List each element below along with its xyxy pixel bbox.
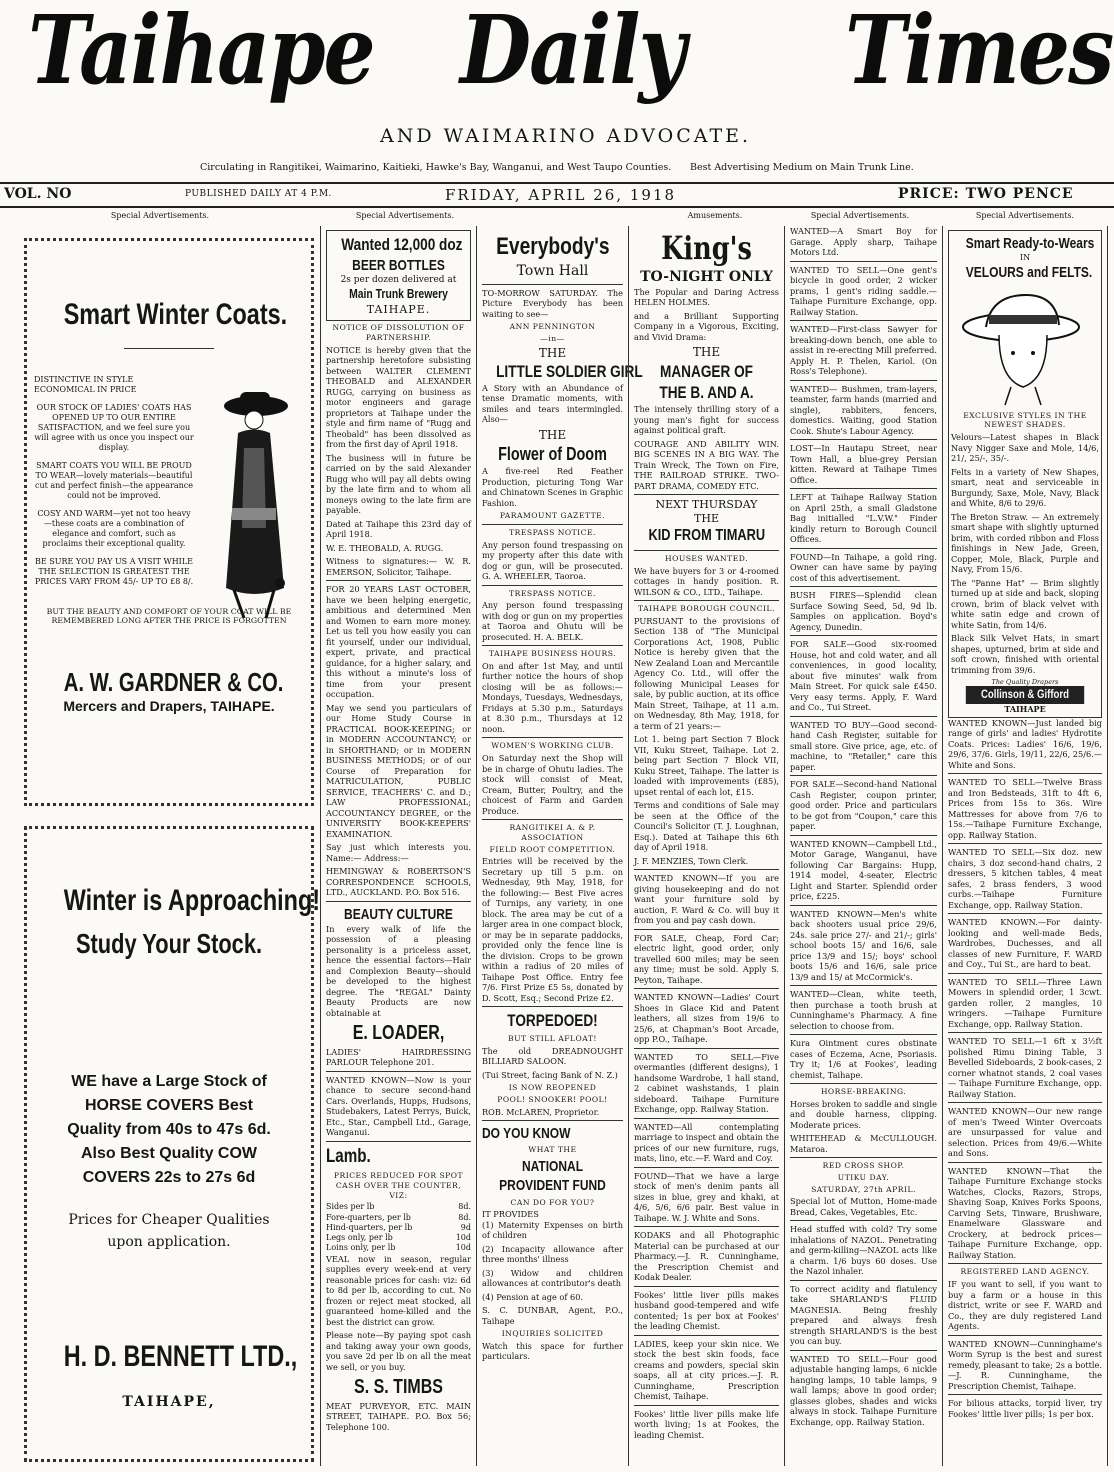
trespass-heading: TRESPASS NOTICE. bbox=[509, 588, 596, 598]
divider bbox=[482, 1120, 623, 1121]
divider bbox=[634, 600, 779, 601]
timbs-name: S. S. TIMBS bbox=[354, 1376, 443, 1399]
bennett-name: H. D. BENNETT LTD., bbox=[63, 1340, 298, 1373]
loader-name: E. LOADER, bbox=[352, 1022, 445, 1045]
borough-heading: TAIHAPE BOROUGH COUNCIL. bbox=[637, 604, 776, 614]
divider bbox=[634, 869, 779, 870]
gardner-ad bbox=[34, 248, 304, 798]
woman-in-coat-illustration bbox=[204, 378, 304, 628]
red-cross-para: Special lot of Mutton, Home-made Bread, Cakes, Vegetables, Etc. bbox=[790, 1196, 937, 1217]
mclaren: ROB. McLAREN, Proprietor. bbox=[482, 1106, 600, 1117]
classified-ad: Fookes' little liver pills make life worth living; 1s at Fookes, the leading Chemist. bbox=[634, 1408, 779, 1440]
beer-bottles: BEER BOTTLES bbox=[352, 256, 445, 274]
price-row bbox=[326, 1243, 471, 1253]
classified-ad: WANTED KNOWN—Just landed big range of girls' and ladies' Hydrotite Coats. Prices: Ladies' 16/6, 19/6, 29/6, 37/6. Girls, 19/11, 22/6, 25/6.—White and Sons. bbox=[948, 717, 1102, 770]
divider bbox=[790, 320, 937, 321]
divider bbox=[326, 580, 471, 581]
price-row bbox=[326, 1223, 471, 1233]
bennett-town: TAIHAPE, bbox=[122, 1394, 216, 1410]
classified-ad: FOUND—In Taihape, a gold ring. Owner can have same by paying cost of this advertisement. bbox=[790, 551, 937, 583]
divider bbox=[948, 773, 1102, 774]
rangitikei-heading: RANGITIKEI A. & P. ASSOCIATION bbox=[509, 823, 596, 842]
divider bbox=[634, 988, 779, 989]
menzies: J. F. MENZIES, Town Clerk. bbox=[634, 855, 749, 866]
classified-ad: WANTED TO SELL—One gent's bicycle in good order, 2 wicker prams, 1 gent's riding saddle.—Taihape Furniture Exchange, opp. Railway Station. bbox=[790, 264, 937, 317]
wanted-bottles-heading: Wanted 12,000 doz bbox=[341, 235, 463, 254]
price: 8d. bbox=[458, 1202, 471, 1212]
coats-title: Smart Winter Coats. bbox=[63, 298, 288, 331]
coats-para: BE SURE YOU PAY US A VISIT WHILE THE SELECTION IS GREATEST THE PRICES VARY FROM 45/- UP TO £8 8/. bbox=[34, 556, 194, 586]
coats-line: DISTINCTIVE IN STYLE bbox=[34, 374, 134, 384]
the-line: THE bbox=[692, 345, 721, 360]
classified-ad: LOST—In Hautapu Street, near Town Hall, a blue-grey Persian kitten. Reward at Taihape Times Office. bbox=[790, 443, 937, 485]
cut: Legs only, per lb bbox=[326, 1233, 393, 1243]
price: 9d bbox=[460, 1222, 471, 1232]
divider bbox=[790, 1157, 937, 1158]
coats-para: SMART COATS YOU WILL BE PROUD TO WEAR—lovely materials—beautiful cut and perfect finish—the appearance could not be improved. bbox=[34, 460, 193, 500]
classified-ad: WANTED KNOWN—If you are giving housekeeping and do not want your furniture sold by auction, F. Ward & Co. will buy it from you and pay cash down. bbox=[634, 873, 779, 926]
dissolution-signature: W. E. THEOBALD, A. RUGG. bbox=[326, 542, 444, 553]
price-row bbox=[326, 1233, 471, 1243]
classified-ad: FOR SALE—Second-hand National Cash Register, coupon printer, good order. Price and particulars to be got from "Coupon," care this paper. bbox=[790, 779, 937, 831]
gardner-sub: Mercers and Drapers, TAIHAPE. bbox=[63, 698, 275, 715]
brewery: Main Trunk Brewery bbox=[349, 286, 448, 302]
price-row bbox=[326, 1202, 471, 1212]
divider bbox=[790, 1220, 937, 1221]
do-you-know: DO YOU KNOW bbox=[482, 1125, 571, 1143]
column-4 bbox=[628, 226, 784, 1466]
dissolution-para: Dated at Taihape this 23rd day of April 1918. bbox=[326, 518, 471, 540]
brewery-town: TAIHAPE. bbox=[366, 303, 431, 317]
price: 10d bbox=[455, 1233, 471, 1243]
tui-street: (Tui Street, facing Bank of N. Z.) bbox=[482, 1069, 618, 1080]
classified-ad: KODAKS and all Photographic Material can be purchased at our Pharmacy.—J. R. Cunninghame, the Prescription Chemist and Kodak Dealer. bbox=[634, 1230, 779, 1283]
divider bbox=[790, 1034, 937, 1035]
divider bbox=[482, 585, 623, 586]
circulation-line: Circulating in Rangitikei, Waimarino, Kaitieki, Hawke's Bay, Wanganui, and West Taupo Counties. bbox=[200, 162, 672, 173]
land-agency-heading: REGISTERED LAND AGENCY. bbox=[960, 1267, 1090, 1277]
divider bbox=[326, 1071, 471, 1072]
it-provides: IT PROVIDES bbox=[482, 1209, 539, 1220]
next-thursday: NEXT THURSDAY bbox=[655, 498, 758, 512]
bennett-ad bbox=[34, 836, 321, 1456]
divider bbox=[948, 843, 1102, 844]
column-2 bbox=[320, 226, 476, 1466]
divider bbox=[948, 913, 1102, 914]
divider bbox=[790, 548, 937, 549]
divider bbox=[482, 737, 623, 738]
coats-para: BUT THE BEAUTY AND COMFORT OF YOUR COAT WILL BE REMEMBERED LONG AFTER THE PRICE IS FORGOTTEN bbox=[46, 606, 292, 626]
trespass-para: Any person found trespassing with dog or gun on my properties at Taoroa and Ohutu will be prosecuted. H. A. BELK. bbox=[482, 600, 623, 642]
divider bbox=[326, 1141, 471, 1142]
utiku-day: UTIKU DAY. bbox=[837, 1172, 890, 1182]
divider bbox=[634, 1226, 779, 1227]
field-root-para: Entries will be received by the Secretary up till 5 p.m. on Wednesday, 9th May, 1918, for the following:— Best Five acres of Turnips, any variety, in one block. The area may be cut of a larger area in one compact block, or may be in separate paddocks, provided only the fence line is the division. Crops to be grown within a radius of 20 miles of Taihape Post Office. Entry fee 7/6. First Prize £5 5s, donated by D. Scott, Esq.; Second Prize £2. bbox=[482, 856, 623, 1003]
collinson-town: TAIHAPE bbox=[1004, 703, 1046, 714]
divider bbox=[790, 586, 937, 587]
coats-tagline bbox=[34, 375, 184, 395]
classified-ad: Head stuffed with cold? Try some inhalations of NAZOL. Penetrating and germ-killing—NAZOL acts like a charm. 1/6 buys 60 doses. Use the Nazol inhaler. bbox=[790, 1224, 937, 1277]
coats-para: COSY AND WARM—yet not too heavy—these coats are a combination of elegance and comfort, such as proclaims their exceptional quality. bbox=[37, 508, 191, 548]
horse-line: COVERS 22s to 27s 6d bbox=[82, 1169, 256, 1186]
masthead-subtitle: AND WAIMARINO ADVOCATE. bbox=[380, 125, 752, 147]
horse-covers-text bbox=[34, 1070, 304, 1190]
classified-ad: WANTED—Clean, white teeth, then purchase a tooth brush at Cunninghame's Pharmacy. A fine selection to choose from. bbox=[790, 989, 937, 1031]
classified-ad: Fookes' little liver pills makes husband good-tempered and wife contented; 1s per box at Fookes' the leading Chemist. bbox=[634, 1289, 779, 1332]
dissolution-para: NOTICE is hereby given that the partnership heretofore subsisting between WALTER CLEMENT THEOBALD and ALEXANDER RUGG, carrying on business as motor engineers and garage proprietors at Taihape under the style and firm name of "Rugg and Theobald" has been dissolved as from the first day of April 1918. bbox=[326, 344, 471, 450]
section-label: Special Advertisements. bbox=[110, 211, 210, 220]
divider bbox=[790, 488, 937, 489]
divider bbox=[790, 716, 937, 717]
classified-ad: Kura Ointment cures obstinate cases of Eczema, Acne, Psoriasis. Try it; 1/6 at Fookes', leading chemist, Taihape. bbox=[790, 1038, 937, 1080]
hats-ad bbox=[948, 230, 1102, 718]
price: 8d. bbox=[458, 1212, 471, 1222]
hemingway-para: May we send you particulars of our Home Study Course in PRACTICAL BOOK-KEEPING; or in MODERN ACCOUNTANCY; or in SHORTHAND; or in MODERN BUSINESS METHODS; or of our Course of Preparation for MATRICULATION, PUBLIC SERVICE, TEACHERS' C. and D.; LAW PROFESSIONAL; ACCOUNTANCY DEGREE, or the UNIVERSITY BOOK-KEEPERS' EXAMINATION. bbox=[326, 702, 471, 839]
please-note: Please note—By paying spot cash and taking away your own goods, you save 2d per lb on all the meat we sell, or you buy. bbox=[326, 1330, 471, 1372]
flower-of-doom: Flower of Doom bbox=[498, 444, 607, 465]
divider bbox=[634, 550, 779, 551]
divider bbox=[634, 1048, 779, 1049]
beauty-para: In every walk of life the possession of a pleasing personality is a priceless asset, hence the essential factors—Hair and Complexion Beauty—should be developed to the highest degree. The "REGAL" Dainty Beauty Products are now obtainable at bbox=[326, 923, 471, 1018]
classified-ad: FOUND—That we have a large stock of men's denim pants all sizes in blue, grey and khaki, at 4/6, 5/6, 6/6 pair. Best value in Taihape. W. J. White and Sons. bbox=[634, 1170, 779, 1223]
hat-description: Black Silk Velvet Hats, in smart shapes, upturned, brim at side and soft crown, finished with oriental trimming from 39/6. bbox=[951, 633, 1099, 675]
classified-ad: WANTED TO SELL—Three Lawn Mowers in splendid order, 1 3cwt. garden roller, 2 mangles, 10 wringers. —Taihape Furniture Exchange, opp. Railway Station. bbox=[948, 976, 1102, 1029]
masthead-word-times: Times bbox=[845, 0, 1113, 107]
section-label: Special Advertisements. bbox=[355, 211, 455, 220]
divider bbox=[482, 1006, 623, 1007]
divider bbox=[948, 1102, 1102, 1103]
red-cross-heading: RED CROSS SHOP. bbox=[822, 1161, 905, 1171]
red-cross-date: SATURDAY, 27th APRIL. bbox=[811, 1184, 916, 1194]
business-hours-heading: TAIHAPE BUSINESS HOURS. bbox=[488, 649, 617, 659]
womens-club-heading: WOMEN'S WORKING CLUB. bbox=[491, 741, 614, 751]
horse-breaking-sig: WHITEHEAD & McCULLOUGH. Mataroa. bbox=[790, 1133, 937, 1154]
veal-para: VEAL now in season, regular supplies every week-end at very reasonable prices for cash: viz: 6d to 8d per lb, according to cut. No frozen or reject meat stocked, all guaranteed home-killed and the best the district can grow. bbox=[326, 1253, 471, 1327]
horse-line: HORSE COVERS Best bbox=[84, 1097, 254, 1114]
divider bbox=[790, 1350, 937, 1351]
study-heading: Study Your Stock. bbox=[75, 928, 263, 959]
classified-ad: WANTED—First-class Sawyer for breaking-down bench, one able to assist in re-erecting Mill preferred. Apply H. P. Thelen, Kariol. (On Ross's Telephone). bbox=[790, 324, 937, 376]
tonight-only: TO-NIGHT ONLY bbox=[640, 268, 773, 285]
prices-line: upon application. bbox=[107, 1234, 231, 1250]
classified-ad: WANTED KNOWN—Our new range of men's Tweed Winter Overcoats are unsurpassed for value and selection. Prices from 49/6.—White and Sons. bbox=[948, 1106, 1102, 1159]
column-3 bbox=[476, 226, 643, 1466]
classified-ad: WANTED—A Smart Boy for Garage. Apply sharp, Taihape Motors Ltd. bbox=[790, 226, 937, 257]
borough-para: Lot 1. being part Section 7 Block VII, Kuku Street, Taihape. Lot 2. being part Section 7 Block VII, Kuku Street, Taihape. The latter is loaded with improvements (£85), upset rental of each lot, £15. bbox=[634, 734, 779, 797]
divider bbox=[482, 645, 623, 646]
little-soldier-girl: LITTLE SOLDIER GIRL bbox=[496, 361, 643, 381]
divider bbox=[790, 985, 937, 986]
provides-item: (2) Incapacity allowance after three months' illness bbox=[482, 1243, 623, 1265]
divider bbox=[634, 494, 779, 495]
best-medium-line: Best Advertising Medium on Main Trunk Line. bbox=[690, 162, 914, 173]
divider bbox=[790, 905, 937, 906]
column-5 bbox=[784, 226, 942, 1466]
classified-ad: FOR SALE, Cheap, Ford Car; electric light, good order, only travelled 600 miles; may be seen any time; must be sold. Apply S. Peyton, Taihape. bbox=[634, 932, 779, 985]
masthead bbox=[0, 0, 1114, 200]
classified-ad: WANTED TO SELL—Twelve Brass and Iron Bedsteads, 31ft to 4ft 6, Prices from 15s to 36s. Wire Mattresses for above from 7/6 to 15s.—Taihape Furniture Exchange, opp. Railway Station. bbox=[948, 777, 1102, 840]
everybodys-heading: Everybody's bbox=[496, 233, 610, 260]
still-afloat: BUT STILL AFLOAT! bbox=[508, 1034, 597, 1044]
classified-ad: WANTED KNOWN—That the Taihape Furniture Exchange stocks Watches, Clocks, Razors, Strops, Shaving Soap, Knives Forks Spoons, Carving Sets, Tinware, Brushware, Enamelware Glassware and Crockery, at bedrock prices—Taihape Furniture Exchange, opp. Railway Station. bbox=[948, 1165, 1102, 1260]
the-line: THE bbox=[694, 512, 719, 526]
horse-line: WE have a Large Stock of bbox=[71, 1073, 267, 1090]
divider bbox=[790, 1280, 937, 1281]
hat-description: Felts in a variety of New Shapes, smart, neat and serviceable in Burgundy, Saxe, Mole, Navy, Black and White, 8/6 to 29/6. bbox=[951, 466, 1099, 509]
horse-breaking-heading: HORSE-BREAKING. bbox=[820, 1087, 907, 1096]
prices-heading: PRICES REDUCED FOR SPOT CASH OVER THE COUNTER, VIZ: bbox=[333, 1171, 464, 1200]
meat-price-table bbox=[326, 1202, 471, 1253]
classified-ad: LEFT at Taihape Railway Station on April 25th, a small Gladstone Bag initialled "L.V.W." Finder kindly return to Borough Council Offices. bbox=[790, 492, 937, 544]
trespass-para: Any person found trespassing on my property after this date with dog or gun, will be prosecuted. G. A. WHEELER, Taoroa. bbox=[482, 539, 623, 581]
beauty-heading: BEAUTY CULTURE bbox=[344, 905, 453, 923]
divider bbox=[634, 1286, 779, 1287]
national-provident-fund: NATIONAL PROVIDENT FUND bbox=[499, 1158, 606, 1195]
divider bbox=[790, 1083, 937, 1084]
field-root-heading: FIELD ROOT COMPETITION. bbox=[489, 844, 616, 854]
watch-space: Watch this space for further particulars. bbox=[482, 1340, 623, 1362]
velours-felts: VELOURS and FELTS. bbox=[965, 264, 1093, 282]
divider bbox=[482, 284, 623, 285]
dissolution-para: The business will in future be carried on by the said Alexander Rugg who will pay all debts owing by the late firm and to whom all moneys owing to the late firm are payable. bbox=[326, 452, 471, 516]
actress: ANN PENNINGTON bbox=[509, 322, 596, 332]
hemingway-para: FOR 20 YEARS LAST OCTOBER, have we been helping energetic, ambitious and determined Men and Women to earn more money. Let us tell you how easily you can fit yourself, under our individual, expert, private, and practical guidance, for a higher salary, and this without a minute's loss of time from your present occupation. bbox=[326, 584, 471, 700]
classified-ad: WANTED KNOWN.—For dainty-looking and well-made Beds, Wardrobes, Duchesses, and all classes of new Furniture, F. WARD and Coy., Tui St., are hard to beat. bbox=[948, 917, 1102, 970]
hemingway-signature: HEMINGWAY & ROBERTSON'S CORRESPONDENCE SCHOOLS, LTD., AUCKLAND. P.O. Box 516. bbox=[326, 866, 471, 898]
divider bbox=[948, 1335, 1102, 1336]
the-line: THE bbox=[538, 345, 567, 360]
section-label: Special Advertisements. bbox=[975, 211, 1075, 220]
divider bbox=[948, 973, 1102, 974]
prices-line: Prices for Cheaper Qualities bbox=[68, 1212, 270, 1228]
classified-ad: WANTED TO SELL—1 6ft x 3½ft polished Rimu Dining Table, 3 Bevelled Sideboards, 2 book-cases, 2 corner whatnot stands, 2 coal vases— Taihape Furniture Exchange, opp. Railway Station. bbox=[948, 1036, 1102, 1099]
masthead-word-taihape: Taihape bbox=[28, 0, 374, 107]
cut: Loins only, per lb bbox=[326, 1243, 396, 1253]
collinson-prefix: The Quality Drapers bbox=[991, 678, 1059, 687]
divider bbox=[124, 348, 214, 349]
coats-para: OUR STOCK OF LADIES' COATS HAS OPENED UP TO OUR ENTIRE SATISFACTION, and we feel sure you will agree with us once you inspect our display. bbox=[34, 402, 194, 452]
in-line: —in— bbox=[540, 333, 565, 343]
divider bbox=[948, 1032, 1102, 1033]
dissolution-heading: NOTICE OF DISSOLUTION OF PARTNERSHIP. bbox=[332, 323, 465, 342]
divider bbox=[790, 261, 937, 262]
masthead-word-daily: Daily bbox=[460, 0, 685, 107]
houses-para: We have buyers for 3 or 4-roomed cottages in handy position. R. WILSON & CO., LTD., Taihape. bbox=[634, 565, 779, 597]
price: 10d bbox=[455, 1243, 471, 1253]
wanted-cars: WANTED KNOWN—Now is your chance to secure second-hand Cars. Overlands, Hupps, Hudsons, Studebakers, Latest Perrys, Buick, Etc., Star., Campbell Ltd., Garage, Wanganui. bbox=[326, 1074, 471, 1138]
tomorrow-line: TO-MORROW SATURDAY. The Picture Everybody has been waiting to see— bbox=[482, 287, 623, 319]
gardner-name: A. W. GARDNER & CO. bbox=[63, 666, 284, 697]
hat-description: Velours—Latest shapes in Black Navy Nigger Saxe and Mole, 14/6, 21/, 25/-, 35/-. bbox=[951, 432, 1099, 464]
classified-ad: WANTED TO BUY—Good second-hand Cash Register, suitable for small store. Give price, age, etc. of machine, to "Retailer," care this paper. bbox=[790, 719, 937, 772]
divider bbox=[790, 775, 937, 776]
cut: Sides per lb bbox=[326, 1202, 375, 1212]
provides-item: (3) Widow and children allowances at contributor's death bbox=[482, 1267, 623, 1289]
classified-ad: WANTED TO SELL—Four good adjustable hanging lamps, 6 nickle hanging lamps, 10 table lamps, 9 wall lamps; above in good order; glasses globes, shades and wicks always in stock. Taihape Furniture Exchange, opp. Railway Station. bbox=[790, 1353, 937, 1427]
can-do: CAN DO FOR YOU? bbox=[510, 1197, 595, 1207]
divider bbox=[790, 635, 937, 636]
dreadnought: The old DREADNOUGHT BILLIARD SALOON. bbox=[482, 1045, 623, 1067]
classified-ad: WANTED— Bushmen, tram-layers, teamster, farm hands (married and single), rabbiters, fencers, domestics. Waiting, good Station Cook. Shute's Labour Agency. bbox=[790, 383, 937, 436]
divider bbox=[634, 929, 779, 930]
classified-ad: FOR SALE—Good six-roomed House, hot and cold water, and all conveniences, in good locality, about five minutes' walk from Main Street. For quick sale £450. Very easy terms. Apply, F. Ward and Co., Tui Street. bbox=[790, 639, 937, 712]
divider bbox=[634, 1335, 779, 1336]
divider bbox=[948, 1263, 1102, 1264]
price-row bbox=[326, 1213, 471, 1223]
divider bbox=[948, 1394, 1102, 1395]
the-line: THE bbox=[538, 427, 567, 442]
borough-para: PURSUANT to the provisions of Section 138 of "The Municipal Corporations Act, 1908, Public Notice is hereby given that the New Zealand Loan and Mercantile Agency Co. Ltd., will offer the following Municipal Leases for sale, by public auction, at its office Main Street, Taihape, at 11 a.m. on Wednesday, 8th May, 1918, for a term of 21 years:— bbox=[634, 615, 779, 731]
womens-club-para: On Saturday next the Shop will be in charge of Ohutu ladies. The stock will consist of Meat, Cream, Butter, Poultry, and the choicest of Farm and Garden Produce. bbox=[482, 753, 623, 816]
inquiries: INQUIRIES SOLICITED bbox=[501, 1329, 604, 1339]
land-agency-para: IF you want to sell, if you want to buy a farm or a house in this district, write or see F. WARD and Co., they are duly registered Land Agents. bbox=[948, 1279, 1102, 1332]
divider bbox=[634, 1405, 779, 1406]
classified-ad: WANTED TO SELL—Five overmantles (different designs), 1 handsome Wardrobe, 1 hall stand, 2 cabinet washstands, 1 plain sideboard. Taihape Furniture Exchange, opp. Railway Station. bbox=[634, 1051, 779, 1115]
loader-sub: LADIES' HAIRDRESSING PARLOUR Telephone 201. bbox=[326, 1046, 471, 1068]
beer-price: 2s per dozen delivered at bbox=[340, 274, 457, 285]
hat-illustration bbox=[951, 287, 1101, 407]
cut: Hind-quarters, per lb bbox=[326, 1222, 413, 1232]
divider bbox=[482, 819, 623, 820]
classified-ad: LADIES, keep your skin nice. We stock the best skin foods, face creams and powders, special skin soaps, all at city prices.—J. R. Cunninghame, Prescription Chemist, Taihape. bbox=[634, 1338, 779, 1402]
ready-to-wears: Smart Ready-to-Wears bbox=[965, 235, 1095, 252]
houses-heading: HOUSES WANTED. bbox=[664, 553, 748, 563]
classified-ad: WANTED KNOWN—Cunninghame's Worm Syrup is the best and surest remedy, pleasant to take; 2s a bottle.—J. R. Cunninghame, the Prescription Chemist, Taihape. bbox=[948, 1338, 1102, 1391]
classified-ad: WANTED TO SELL—Six doz. new chairs, 3 doz second-hand chairs, 2 dressers, 5 kitchen tables, 4 meat safes, 2 brass fenders, 3 wood curbs.—Taihape Furniture Exchange, opp. Railway Station. bbox=[948, 847, 1102, 910]
little-para: A Story with an Abundance of tense Dramatic moments, with smiles and tears intermingled. Also— bbox=[482, 382, 623, 425]
lamb-heading: Lamb. bbox=[326, 1145, 371, 1167]
hemingway-para: Say just which interests you. Name:— Address:— bbox=[326, 842, 471, 863]
courage-line: COURAGE AND ABILITY WIN. BIG SCENES IN A BIG WAY. The Train Wreck, The Town on Fire, THE RAILROAD STRIKE. TWO-PART DRAMA, COMEDY ETC. bbox=[634, 438, 779, 491]
reopened: IS NOW REOPENED bbox=[508, 1083, 597, 1093]
volume-number: VOL. NO bbox=[4, 186, 72, 202]
classified-ad: For bilious attacks, torpid liver, try Fookes' little liver pills; 1s per box. bbox=[948, 1398, 1102, 1419]
horse-breaking-para: Horses broken to saddle and single and double harness, clipping. Moderate prices. bbox=[790, 1098, 937, 1130]
business-hours-para: On and after 1st May, and until further notice the hours of shop closing will be as follows:—Mondays, Tuesdays, Wednesdays, Fridays at 5.30 p.m., Saturdays at 8.30 p.m., Thursdays at 12 noon. bbox=[482, 660, 623, 734]
what-the: WHAT THE bbox=[528, 1145, 577, 1155]
divider bbox=[634, 1118, 779, 1119]
trespass-heading: TRESPASS NOTICE. bbox=[509, 527, 596, 537]
divider bbox=[326, 901, 471, 902]
issue-date: FRIDAY, APRIL 26, 1918 bbox=[445, 186, 677, 204]
classified-ad: To correct acidity and flatulency take SHARLAND'S FLUID MAGNESIA. Being freshly prepared and always fresh strength SHARLAND'S is the best you can buy. bbox=[790, 1283, 937, 1347]
kings-heading: King's bbox=[661, 229, 752, 267]
divider bbox=[790, 835, 937, 836]
horse-line: Also Best Quality COW bbox=[80, 1145, 258, 1162]
divider bbox=[948, 1162, 1102, 1163]
classified-ad: WANTED KNOWN—Ladies' Court Shoes in Glace Kid and Patent leathers, all sizes from 19/6 to 25/6, at Chapman's Boot Arcade, opp P.O., Taihape. bbox=[634, 992, 779, 1045]
paramount-gazette: PARAMOUNT GAZETTE. bbox=[499, 511, 606, 521]
manager-heading: MANAGER OF THE B. AND A. bbox=[659, 361, 754, 403]
classified-ad: WANTED—All contemplating marriage to inspect and obtain the prices of our new furniture, rugs, mats, lino, etc.—F. Ward and Coy. bbox=[634, 1121, 779, 1164]
flower-para: A five-reel Red Feather Production, picturing Tong War and Chinatown Scenes in Graphic Fashion. bbox=[482, 466, 623, 508]
divider bbox=[634, 1167, 779, 1168]
manager-para: The intensely thrilling story of a young man's fight for success against political graft. bbox=[634, 404, 779, 436]
exclusive-styles: EXCLUSIVE STYLES IN THE NEWEST SHADES. bbox=[963, 410, 1087, 430]
dunbar: S. C. DUNBAR, Agent, P.O., Taihape bbox=[482, 1305, 623, 1326]
brilliant-company: and a Brilliant Supporting Company in a Vigorous, Exciting, and Vivid Drama: bbox=[634, 310, 779, 342]
cut: Fore-quarters, per lb bbox=[326, 1212, 411, 1222]
horse-line: Quality from 40s to 47s 6d. bbox=[67, 1121, 271, 1138]
winter-heading: Winter is Approaching! bbox=[63, 884, 321, 917]
provides-item: (4) Pension at age of 60. bbox=[482, 1291, 584, 1302]
section-label: Special Advertisements. bbox=[810, 211, 910, 220]
borough-para: Terms and conditions of Sale may be seen at the Office of the Council's Solicitor (T. J. Loughnan, Esq.). Dated at Taihape this 6th day of April 1918. bbox=[634, 800, 779, 853]
pool-snooker: POOL! SNOOKER! POOL! bbox=[497, 1095, 608, 1104]
divider bbox=[790, 380, 937, 381]
in-line: IN bbox=[1019, 253, 1031, 263]
classified-ad: BUSH FIRES—Splendid clean Surface Sowing Seed, 5d, 9d lb. Samples on application. Boyd's Agency, Dunedin. bbox=[790, 590, 937, 632]
provides-item: (1) Maternity Expenses on birth of children bbox=[482, 1219, 623, 1241]
kid-from-timaru: KID FROM TIMARU bbox=[648, 527, 766, 545]
beer-bottles-ad bbox=[326, 230, 471, 321]
divider bbox=[482, 524, 623, 525]
popular-actress: The Popular and Daring Actress HELEN HOLMES. bbox=[634, 286, 779, 308]
torpedoed-heading: TORPEDOED! bbox=[507, 1011, 598, 1031]
divider bbox=[790, 439, 937, 440]
dissolution-witness: Witness to signatures:— W. R. EMERSON, Solicitor, Taihape. bbox=[326, 556, 471, 577]
classified-ad: WANTED KNOWN—Men's white back shooters usual price 29/6, 24s. sale price 27/- and 21/-; girls' school boots 15/ and 16/6, sale price 13/9 and 15/; boys' school boots 15/6 and 16/6, sale price 13/9 and 15/ at McCormick's. bbox=[790, 908, 937, 982]
column-6 bbox=[942, 226, 1108, 1466]
issue-price: PRICE: TWO PENCE bbox=[898, 186, 1074, 202]
hat-description: The Breton Straw. — An extremely smart shape with slightly upturned brim, with corded ribbon and Floss finishings in New Jade, Green, Copper, Mole, Black, Purple and Navy, From 15/6. bbox=[951, 511, 1099, 575]
classified-ad: WANTED KNOWN—Campbell Ltd., Motor Garage, Wanganui, have following Car Bargains: Hupp, 1914 model, 4-seater, Electric Light and Starter. Splendid order price, £225. bbox=[790, 838, 937, 901]
town-hall: Town Hall bbox=[516, 262, 589, 279]
timbs-sub: MEAT PURVEYOR, ETC. MAIN STREET, TAIHAPE. P.O. Box 56; Telephone 100. bbox=[326, 1400, 471, 1432]
coats-line: ECONOMICAL IN PRICE bbox=[34, 384, 137, 394]
section-label: Amusements. bbox=[687, 211, 743, 220]
hat-description: The "Panne Hat" — Brim slightly turned up at side and back, sloping crown, brim of black velvet with white satin edge and crown of white Satin, from 14/6. bbox=[951, 577, 1099, 630]
published-daily: PUBLISHED DAILY AT 4 P.M. bbox=[185, 189, 332, 199]
collinson-logo: Collinson & Gifford bbox=[966, 686, 1084, 703]
